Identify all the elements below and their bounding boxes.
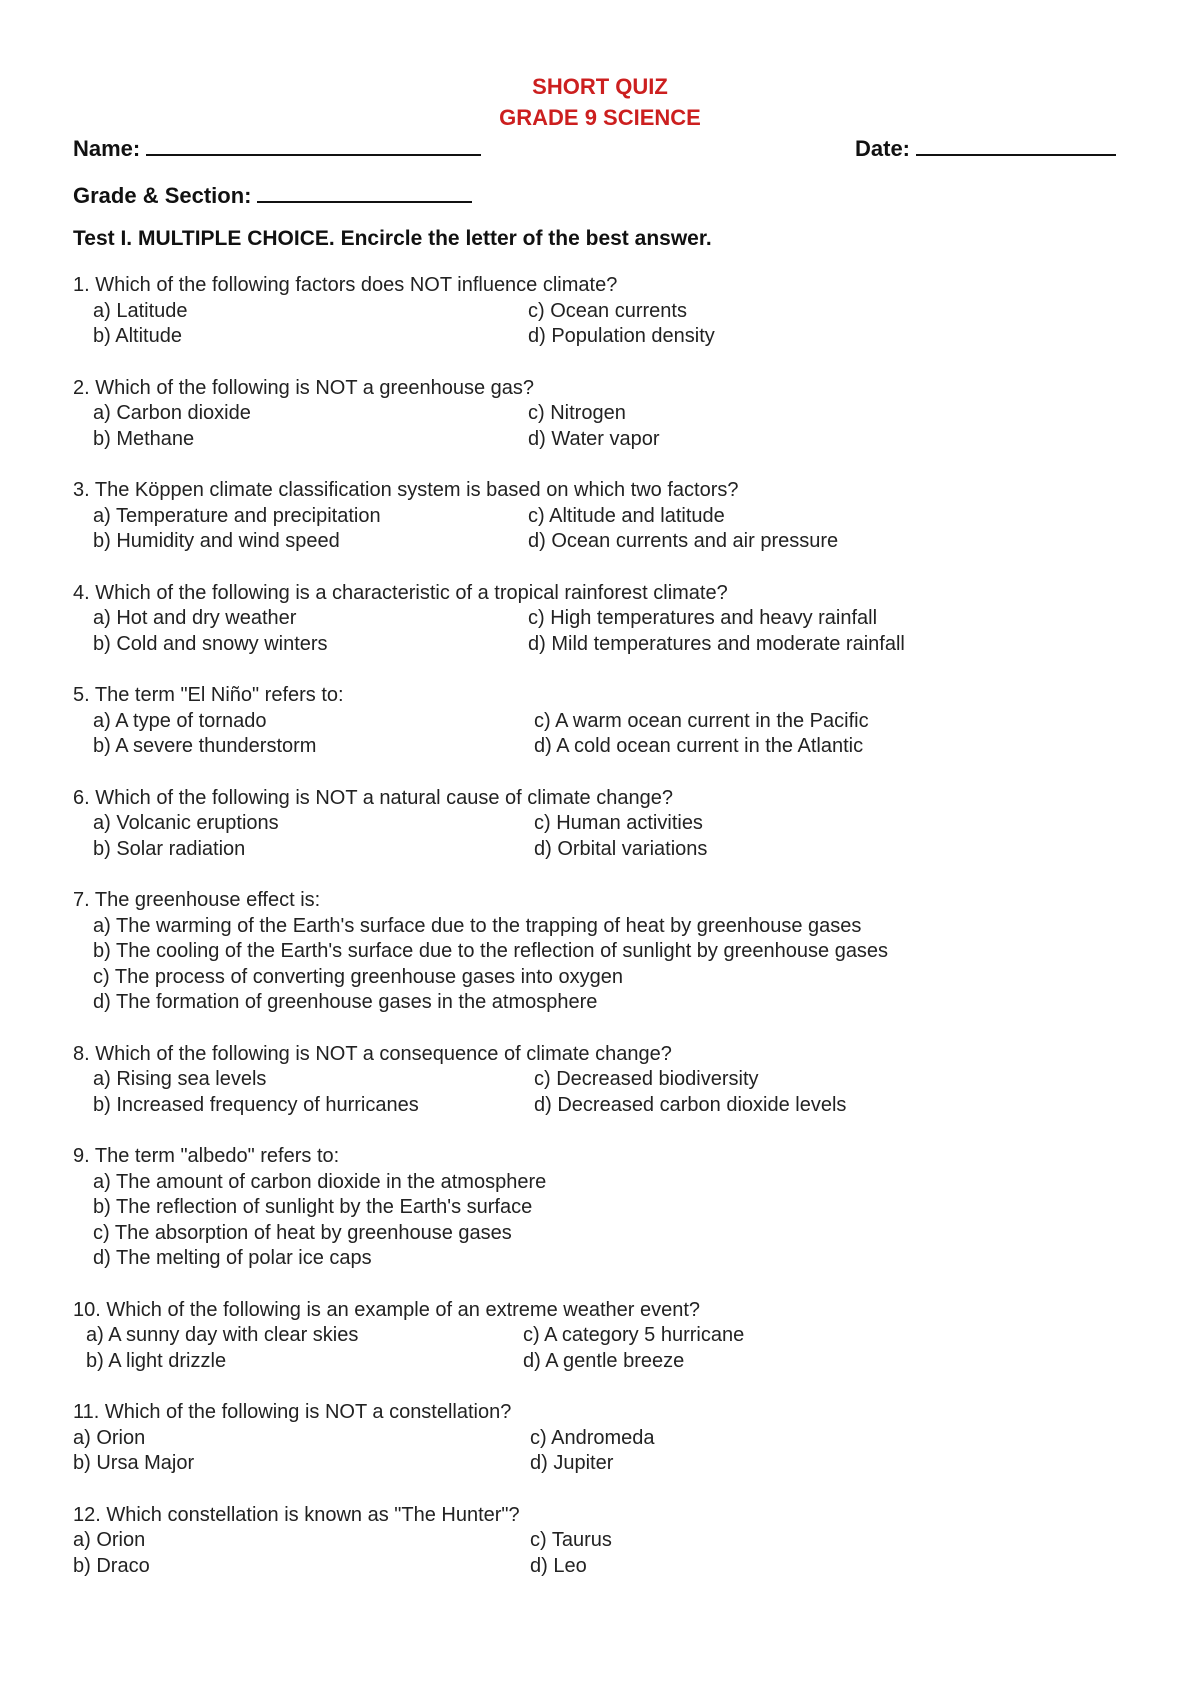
question-stem: 3. The Köppen climate classification system is based on which two factors? xyxy=(73,479,739,501)
name-label: Name: xyxy=(73,136,141,161)
option-d[interactable]: d) Jupiter xyxy=(530,1452,614,1474)
option-d[interactable]: d) Orbital variations xyxy=(534,837,708,860)
option-c[interactable]: c) Taurus xyxy=(530,1529,612,1551)
option-c[interactable]: c) Ocean currents xyxy=(528,299,687,322)
grade-section-label: Grade & Section: xyxy=(73,183,252,208)
question-9 xyxy=(73,1144,1153,1272)
option-d[interactable]: d) The formation of greenhouse gases in the atmosphere xyxy=(93,991,598,1013)
option-c[interactable]: c) A warm ocean current in the Pacific xyxy=(534,709,869,732)
question-1 xyxy=(73,273,1153,350)
option-c[interactable]: c) Altitude and latitude xyxy=(528,504,725,527)
question-stem: 12. Which constellation is known as "The Hunter"? xyxy=(73,1503,520,1526)
option-b[interactable]: b) A severe thunderstorm xyxy=(93,735,317,757)
question-stem: 2. Which of the following is NOT a greenhouse gas? xyxy=(73,376,534,399)
question-stem: 7. The greenhouse effect is: xyxy=(73,889,321,911)
question-3 xyxy=(73,478,1153,555)
option-d[interactable]: d) A cold ocean current in the Atlantic xyxy=(534,735,864,757)
option-b[interactable]: b) Increased frequency of hurricanes xyxy=(93,1093,419,1116)
grade-section-field xyxy=(73,181,472,209)
question-8 xyxy=(73,1042,1153,1119)
option-d[interactable]: d) Water vapor xyxy=(528,427,660,450)
question-6 xyxy=(73,786,1153,863)
option-a[interactable]: a) The warming of the Earth's surface due to the trapping of heat by greenhouse gases xyxy=(93,914,862,937)
date-label: Date: xyxy=(855,136,911,161)
option-b[interactable]: b) Humidity and wind speed xyxy=(93,530,340,552)
grade-section-blank-line[interactable] xyxy=(257,181,472,203)
question-stem: 6. Which of the following is NOT a natural cause of climate change? xyxy=(73,786,673,809)
option-c[interactable]: c) Human activities xyxy=(534,812,703,834)
option-a[interactable]: a) A sunny day with clear skies xyxy=(86,1324,359,1346)
option-a[interactable]: a) Hot and dry weather xyxy=(93,607,297,629)
option-c[interactable]: c) Decreased biodiversity xyxy=(534,1068,759,1090)
option-d[interactable]: d) Population density xyxy=(528,325,715,347)
question-list xyxy=(73,273,1153,1605)
option-b[interactable]: b) Altitude xyxy=(93,325,182,347)
date-field xyxy=(855,134,1116,162)
question-stem: 9. The term "albedo" refers to: xyxy=(73,1145,340,1167)
option-a[interactable]: a) Carbon dioxide xyxy=(93,402,251,424)
option-b[interactable]: b) The cooling of the Earth's surface due to the reflection of sunlight by greenhouse gases xyxy=(93,940,889,962)
option-a[interactable]: a) Rising sea levels xyxy=(93,1068,267,1090)
option-b[interactable]: b) Solar radiation xyxy=(93,837,246,860)
question-stem: 4. Which of the following is a characteristic of a tropical rainforest climate? xyxy=(73,581,728,604)
option-b[interactable]: b) A light drizzle xyxy=(86,1349,227,1372)
option-c[interactable]: c) Nitrogen xyxy=(528,402,626,424)
option-a[interactable]: a) Temperature and precipitation xyxy=(93,504,381,527)
question-7 xyxy=(73,888,1153,1016)
option-b[interactable]: b) Cold and snowy winters xyxy=(93,632,328,655)
option-d[interactable]: d) Mild temperatures and moderate rainfall xyxy=(528,632,905,655)
date-blank-line[interactable] xyxy=(916,134,1116,156)
option-d[interactable]: d) Leo xyxy=(530,1554,587,1577)
option-c[interactable]: c) The absorption of heat by greenhouse gases xyxy=(93,1221,512,1244)
question-stem: 1. Which of the following factors does NOT influence climate? xyxy=(73,274,618,296)
option-b[interactable]: b) Draco xyxy=(73,1554,150,1577)
question-5 xyxy=(73,683,1153,760)
question-4 xyxy=(73,581,1153,658)
option-c[interactable]: c) A category 5 hurricane xyxy=(523,1324,745,1346)
name-blank-line[interactable] xyxy=(146,134,481,156)
question-12 xyxy=(73,1503,1153,1580)
option-c[interactable]: c) The process of converting greenhouse gases into oxygen xyxy=(93,965,623,988)
option-a[interactable]: a) Latitude xyxy=(93,299,188,322)
question-stem: 11. Which of the following is NOT a constellation? xyxy=(73,1401,512,1423)
option-c[interactable]: c) Andromeda xyxy=(530,1426,655,1449)
option-d[interactable]: d) Decreased carbon dioxide levels xyxy=(534,1093,847,1116)
option-d[interactable]: d) A gentle breeze xyxy=(523,1349,685,1372)
option-b[interactable]: b) Methane xyxy=(93,427,195,450)
option-a[interactable]: a) Orion xyxy=(73,1426,146,1449)
option-b[interactable]: b) Ursa Major xyxy=(73,1452,195,1474)
quiz-title: SHORT QUIZ xyxy=(532,74,668,99)
question-stem: 10. Which of the following is an example of an extreme weather event? xyxy=(73,1298,701,1321)
quiz-subtitle: GRADE 9 SCIENCE xyxy=(499,105,701,130)
question-10 xyxy=(73,1298,1153,1375)
question-stem: 5. The term "El Niño" refers to: xyxy=(73,684,344,706)
question-stem: 8. Which of the following is NOT a consequence of climate change? xyxy=(73,1042,672,1065)
option-a[interactable]: a) Orion xyxy=(73,1529,146,1551)
option-d[interactable]: d) The melting of polar ice caps xyxy=(93,1247,372,1269)
option-a[interactable]: a) The amount of carbon dioxide in the atmosphere xyxy=(93,1170,547,1193)
question-2 xyxy=(73,376,1153,453)
question-11 xyxy=(73,1400,1153,1477)
option-a[interactable]: a) A type of tornado xyxy=(93,709,267,732)
option-b[interactable]: b) The reflection of sunlight by the Earth's surface xyxy=(93,1196,533,1218)
option-a[interactable]: a) Volcanic eruptions xyxy=(93,812,279,834)
option-d[interactable]: d) Ocean currents and air pressure xyxy=(528,530,839,552)
name-field xyxy=(73,134,481,162)
test-instructions: Test I. MULTIPLE CHOICE. Encircle the letter of the best answer. xyxy=(73,227,712,250)
option-c[interactable]: c) High temperatures and heavy rainfall xyxy=(528,607,878,629)
